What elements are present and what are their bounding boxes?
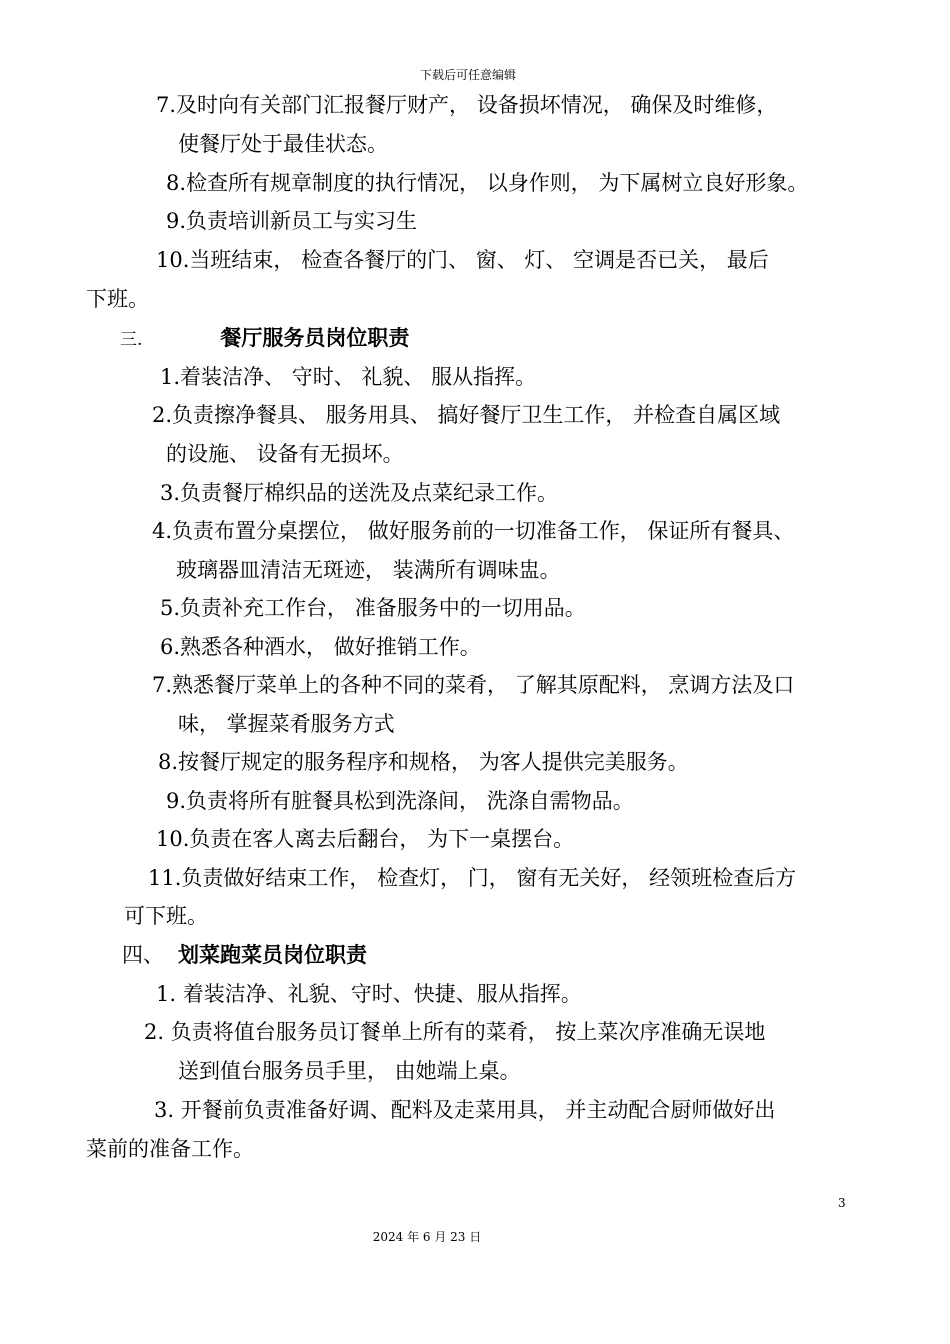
list-item: 1.着装洁净、 守时、 礼貌、 服从指挥。 [160, 365, 537, 389]
list-item: 10.负责在客人离去后翻台， 为下一桌摆台。 [156, 827, 575, 851]
footer-date: 2024 年 6 月 23 日 [372, 1230, 482, 1244]
page-number: 3 [838, 1196, 846, 1210]
list-item: 的设施、 设备有无损坏。 [166, 442, 404, 466]
list-item: 11.负责做好结束工作， 检查灯， 门， 窗有无关好， 经领班检查后方 [148, 866, 797, 890]
list-item: 7.及时向有关部门汇报餐厅财产， 设备损坏情况， 确保及时维修， [156, 93, 778, 117]
list-item: 2. 负责将值台服务员订餐单上所有的菜肴， 按上菜次序准确无误地 [144, 1020, 766, 1044]
list-item: 2.负责擦净餐具、 服务用具、 搞好餐厅卫生工作， 并检查自属区域 [152, 403, 781, 427]
list-item: 菜前的准备工作。 [86, 1137, 254, 1161]
list-item: 4.负责布置分桌摆位， 做好服务前的一切准备工作， 保证所有餐具、 [152, 519, 795, 543]
page-header: 下载后可任意编辑 [419, 68, 516, 82]
list-item: 9.负责培训新员工与实习生 [166, 209, 418, 233]
section-heading: 四、 划菜跑菜员岗位职责 [122, 943, 367, 967]
list-item: 5.负责补充工作台， 准备服务中的一切用品。 [160, 596, 586, 620]
list-item: 8.按餐厅规定的服务程序和规格， 为客人提供完美服务。 [158, 750, 689, 774]
list-item: 7.熟悉餐厅菜单上的各种不同的菜肴， 了解其原配料， 烹调方法及口 [152, 673, 795, 697]
list-item: 使餐厅处于最佳状态。 [178, 132, 388, 156]
list-item: 8.检查所有规章制度的执行情况， 以身作则， 为下属树立良好形象。 [166, 171, 809, 195]
list-item: 味， 掌握菜肴服务方式 [178, 712, 395, 736]
list-item: 送到值台服务员手里， 由她端上桌。 [178, 1059, 521, 1083]
list-item: 可下班。 [124, 904, 208, 928]
list-item: 9.负责将所有脏餐具松到洗涤间， 洗涤自需物品。 [166, 789, 634, 813]
list-item: 3.负责餐厅棉织品的送洗及点菜纪录工作。 [160, 481, 559, 505]
list-item: 1. 着装洁净、礼貌、守时、快捷、服从指挥。 [156, 982, 582, 1006]
list-item: 3. 开餐前负责准备好调、配料及走菜用具， 并主动配合厨师做好出 [154, 1098, 776, 1122]
list-item: 10.当班结束， 检查各餐厅的门、 窗、 灯、 空调是否已关， 最后 [156, 248, 769, 272]
list-item: 下班。 [86, 287, 149, 311]
list-item: 玻璃器皿清洁无斑迹， 装满所有调味盅。 [176, 558, 561, 582]
section-heading: 三. 餐厅服务员岗位职责 [120, 326, 410, 350]
list-item: 6.熟悉各种酒水， 做好推销工作。 [160, 635, 481, 659]
